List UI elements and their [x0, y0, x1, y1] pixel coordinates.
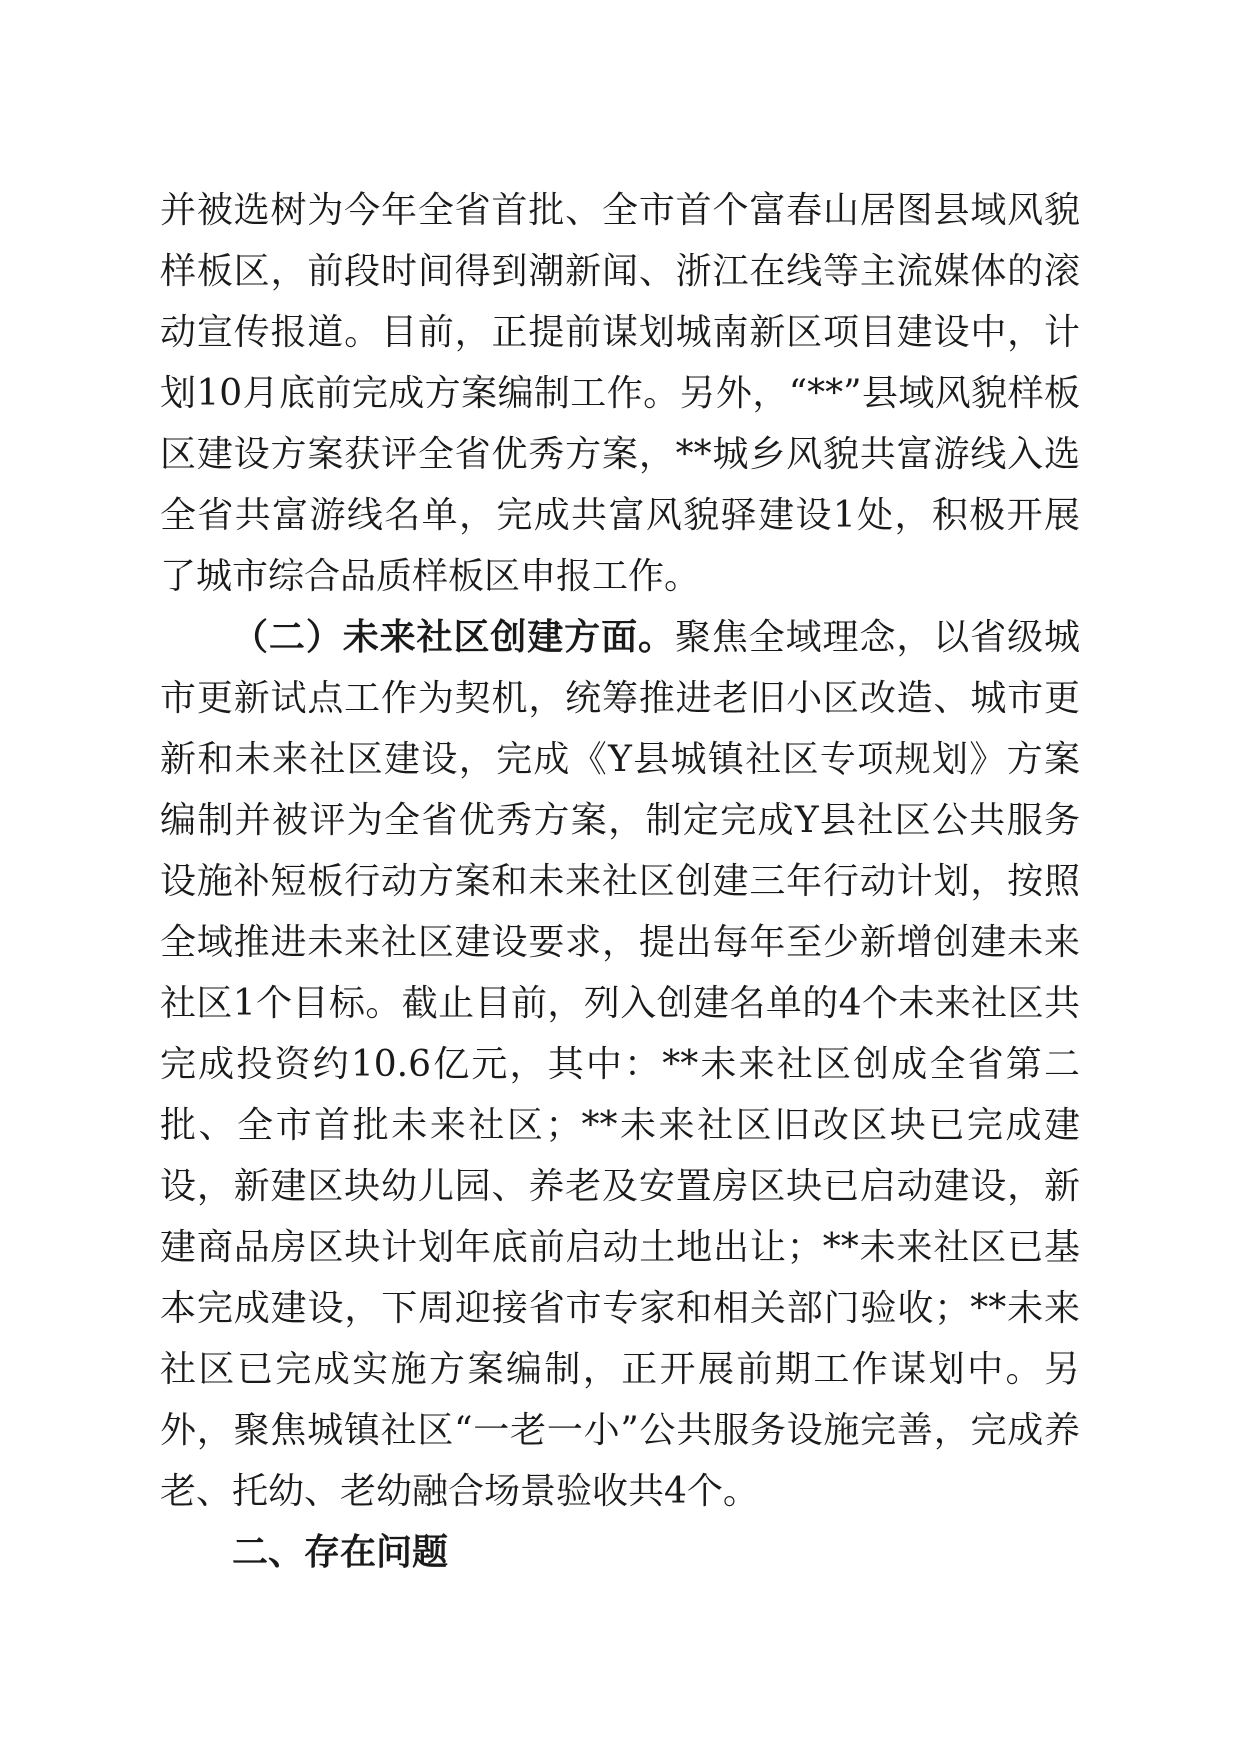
section-heading: 二、存在问题 [232, 1531, 449, 1573]
paragraph-continued: 并被选树为今年全省首批、全市首个富春山居图县域风貌样板区，前段时间得到潮新闻、浙江在线等主流媒体的滚动宣传报道。目前，正提前谋划城南新区项目建设中，计划10月底前完成方案编制工作。另外，“**”县域风貌样板区建设方案获评全省优秀方案，**城乡风貌共富游线入选全省共富游线名单，完成共富风貌驿建设1处，积极开展了城市综合品质样板区申报工作。 [160, 190, 1080, 597]
paragraph-future-community [160, 607, 1080, 1522]
paragraph-body: 聚焦全域理念，以省级城市更新试点工作为契机，统筹推进老旧小区改造、城市更新和未来社区建设，完成《Y县城镇社区专项规划》方案编制并被评为全省优秀方案，制定完成Y县社区公共服务设施补短板行动方案和未来社区创建三年行动计划，按照全域推进未来社区建设要求，提出每年至少新增创建未来社区1个目标。截止目前，列入创建名单的4个未来社区共完成投资约10.6亿元，其中：**未来社区创成全省第二批、全市首批未来社区；**未来社区旧改区块已完成建设，新建区块幼儿园、养老及安置房区块已启动建设，新建商品房区块计划年底前启动土地出让；**未来社区已基本完成建设，下周迎接省市专家和相关部门验收；**未来社区已完成实施方案编制，正开展前期工作谋划中。另外，聚焦城镇社区“一老一小”公共服务设施完善，完成养老、托幼、老幼融合场景验收共4个。 [160, 617, 1080, 1512]
document-page [160, 180, 1080, 1583]
subsection-heading: （二）未来社区创建方面。 [232, 616, 675, 658]
